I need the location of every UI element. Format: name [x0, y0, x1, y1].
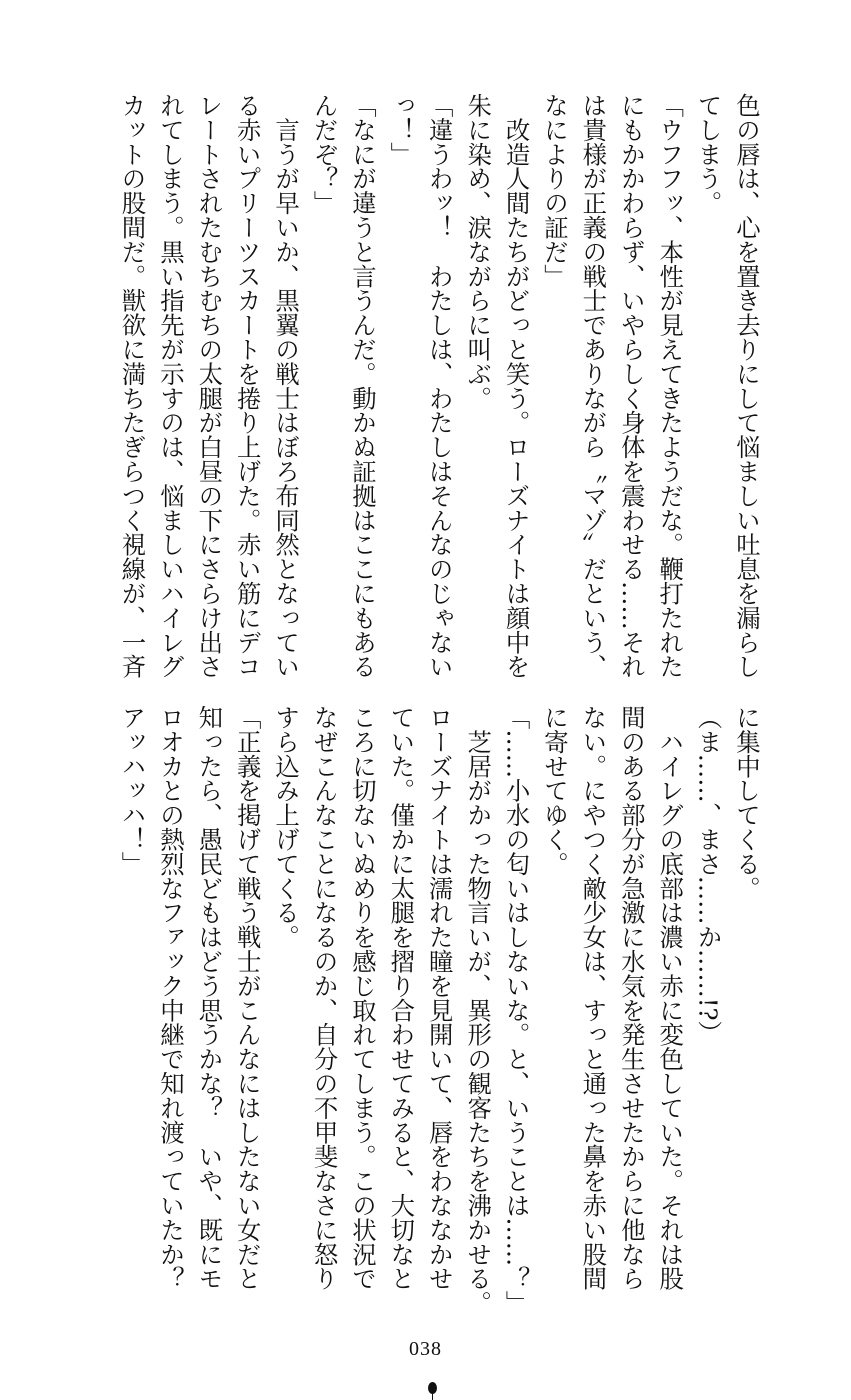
text-line: なによりの証だ」: [539, 93, 569, 289]
text-line: てしまう。: [693, 93, 723, 215]
text-line: れてしまう。黒い指先が示すのは、悩ましいハイレグ: [155, 93, 185, 679]
page-marker-line: [432, 1392, 433, 1400]
text-line: ない。にやつく敵少女は、すっと通った鼻を赤い股間: [578, 705, 608, 1291]
text-line: 朱に染め、涙ながらに叫ぶ。: [463, 93, 493, 411]
text-line: レートされたむちむちの太腿が白昼の下にさらけ出さ: [194, 93, 224, 679]
text-line: 改造人間たちがどっと笑う。ローズナイトは顔中を: [501, 93, 531, 679]
text-line: ハイレグの底部は濃い赤に変色していた。それは股: [655, 705, 685, 1291]
text-line: カットの股間だ。獣欲に満ちたぎらつく視線が、一斉: [117, 93, 147, 679]
text-line: 「違うわッ！ わたしは、わたしはそんなのじゃない: [424, 93, 454, 679]
page-number: 038: [409, 1338, 442, 1360]
text-line: に寄せてゆく。: [539, 705, 569, 876]
text-line: に集中してくる。: [732, 705, 761, 901]
text-line: ロオカとの熱烈なファック中継で知れ渡っていたか？: [155, 705, 185, 1291]
text-line: にもかかわらず、いやらしく身体を震わせる……それ: [616, 93, 646, 679]
text-line: 間のある部分が急激に水気を発生させたからに他なら: [616, 705, 646, 1291]
text-line: 色の唇は、心を置き去りにして悩ましい吐息を漏らし: [732, 93, 761, 679]
text-line: アッハッハ！」: [117, 705, 147, 876]
text-line: ころに切ないぬめりを感じ取れてしまう。この状況で: [347, 705, 377, 1291]
text-line: る赤いプリーツスカートを捲り上げた。赤い筋にデコ: [232, 93, 262, 679]
text-line: んだぞ？」: [309, 93, 339, 215]
text-line: っ！」: [386, 93, 416, 167]
text-line: ていた。僅かに太腿を摺り合わせてみると、大切なと: [386, 705, 416, 1291]
text-line: は貴様が正義の戦士でありながら〝マゾ〟だという、: [578, 93, 608, 679]
text-line: 言うが早いか、黒翼の戦士はぼろ布同然となってい: [271, 93, 301, 679]
text-line: 「正義を掲げて戦う戦士がこんなにはしたない女だと: [232, 705, 262, 1291]
text-line: ローズナイトは濡れた瞳を見開いて、唇をわななかせ: [424, 705, 454, 1291]
text-line: （ま……、まさ……か……!?）: [693, 705, 723, 1046]
text-line: 「ウフフッ、本性が見えてきたようだな。鞭打たれた: [655, 93, 685, 679]
text-line: 知ったら、愚民どもはどう思うかな？ いや、既にモ: [194, 705, 224, 1291]
text-block-top: [112, 93, 765, 693]
text-line: 「なにが違うと言うんだ。動かぬ証拠はここにもある: [347, 93, 377, 679]
text-line: すら込み上げてくる。: [271, 705, 301, 949]
text-line: 芝居がかった物言いが、異形の観客たちを沸かせる。: [463, 705, 493, 1315]
text-line: なぜこんなことになるのか、自分の不甲斐なさに怒り: [309, 705, 339, 1291]
text-block-bottom: [112, 705, 765, 1315]
text-line: 「……小水の匂いはしないな。と、いうことは……？」: [501, 705, 531, 1315]
